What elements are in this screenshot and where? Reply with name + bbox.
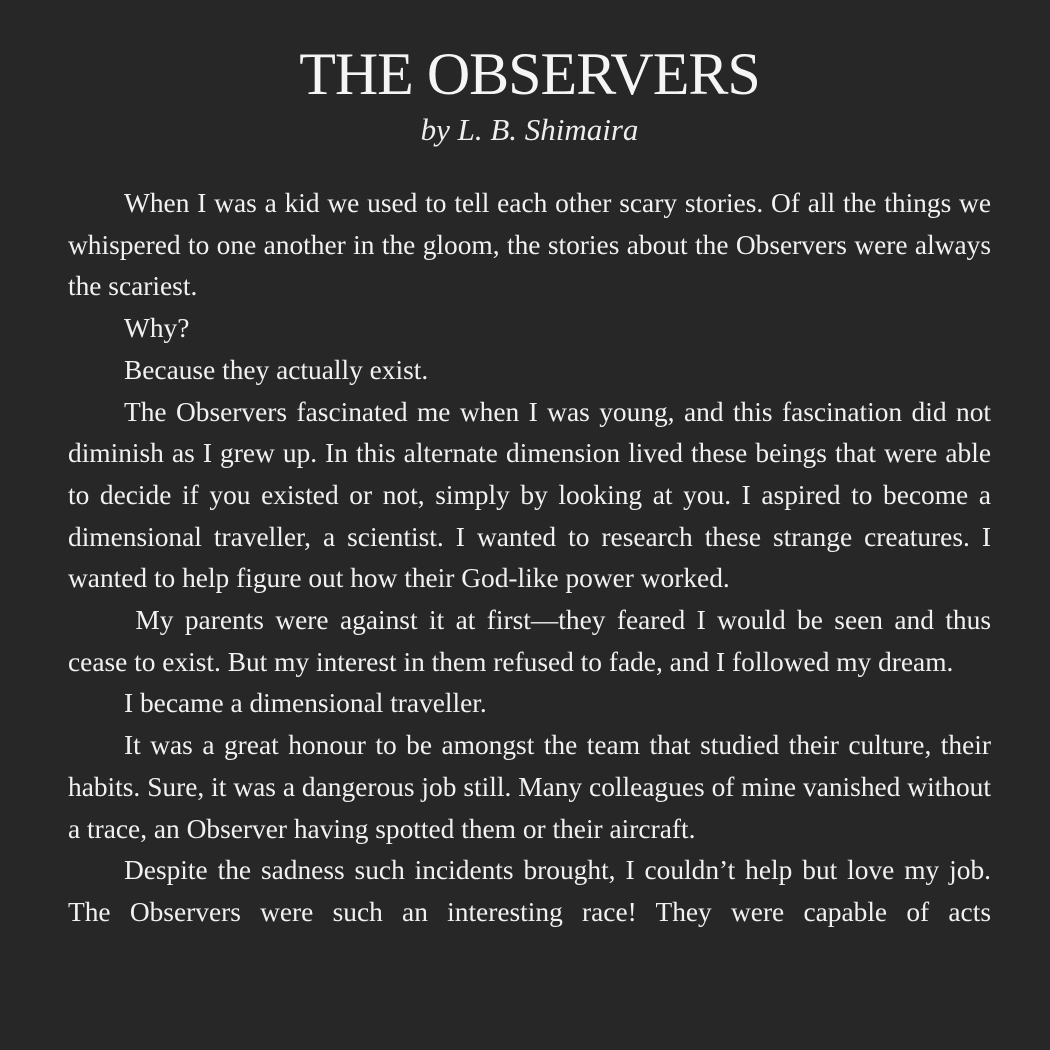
paragraph: I became a dimensional traveller. [124, 688, 487, 719]
story-body [68, 183, 998, 934]
paragraph: My parents were against it at first—they feared I would be seen and thus cease to exist. But my interest in them refused to fade, and I followed my dream. [68, 605, 998, 677]
paragraph: Because they actually exist. [124, 354, 429, 385]
paragraph: Why? [124, 313, 190, 344]
paragraph: The Observers fascinated me when I was young, and this fascination did not diminish as I grew up. In this alternate dimension lived these beings that were able to decide if you existed or not, simply by looking at you. I aspired to become a dimensional traveller, a scientist. I wanted to research these strange creatures. I wanted to help figure out how their God-like power worked. [68, 396, 991, 594]
story-title: THE OBSERVERS [299, 41, 760, 107]
paragraph: Despite the sadness such incidents brought, I couldn’t help but love my job. The Observers were such an interesting race! They were capable of acts [68, 855, 991, 927]
author-byline: by L. B. Shimaira [420, 112, 639, 147]
paragraph: When I was a kid we used to tell each other scary stories. Of all the things we whispered to one another in the gloom, the stories about the Observers were always the scariest. [68, 188, 991, 302]
paragraph: It was a great honour to be amongst the team that studied their culture, their habits. Sure, it was a dangerous job still. Many colleagues of mine vanished without a trace, an Observer having spotted them or their aircraft. [68, 730, 991, 844]
